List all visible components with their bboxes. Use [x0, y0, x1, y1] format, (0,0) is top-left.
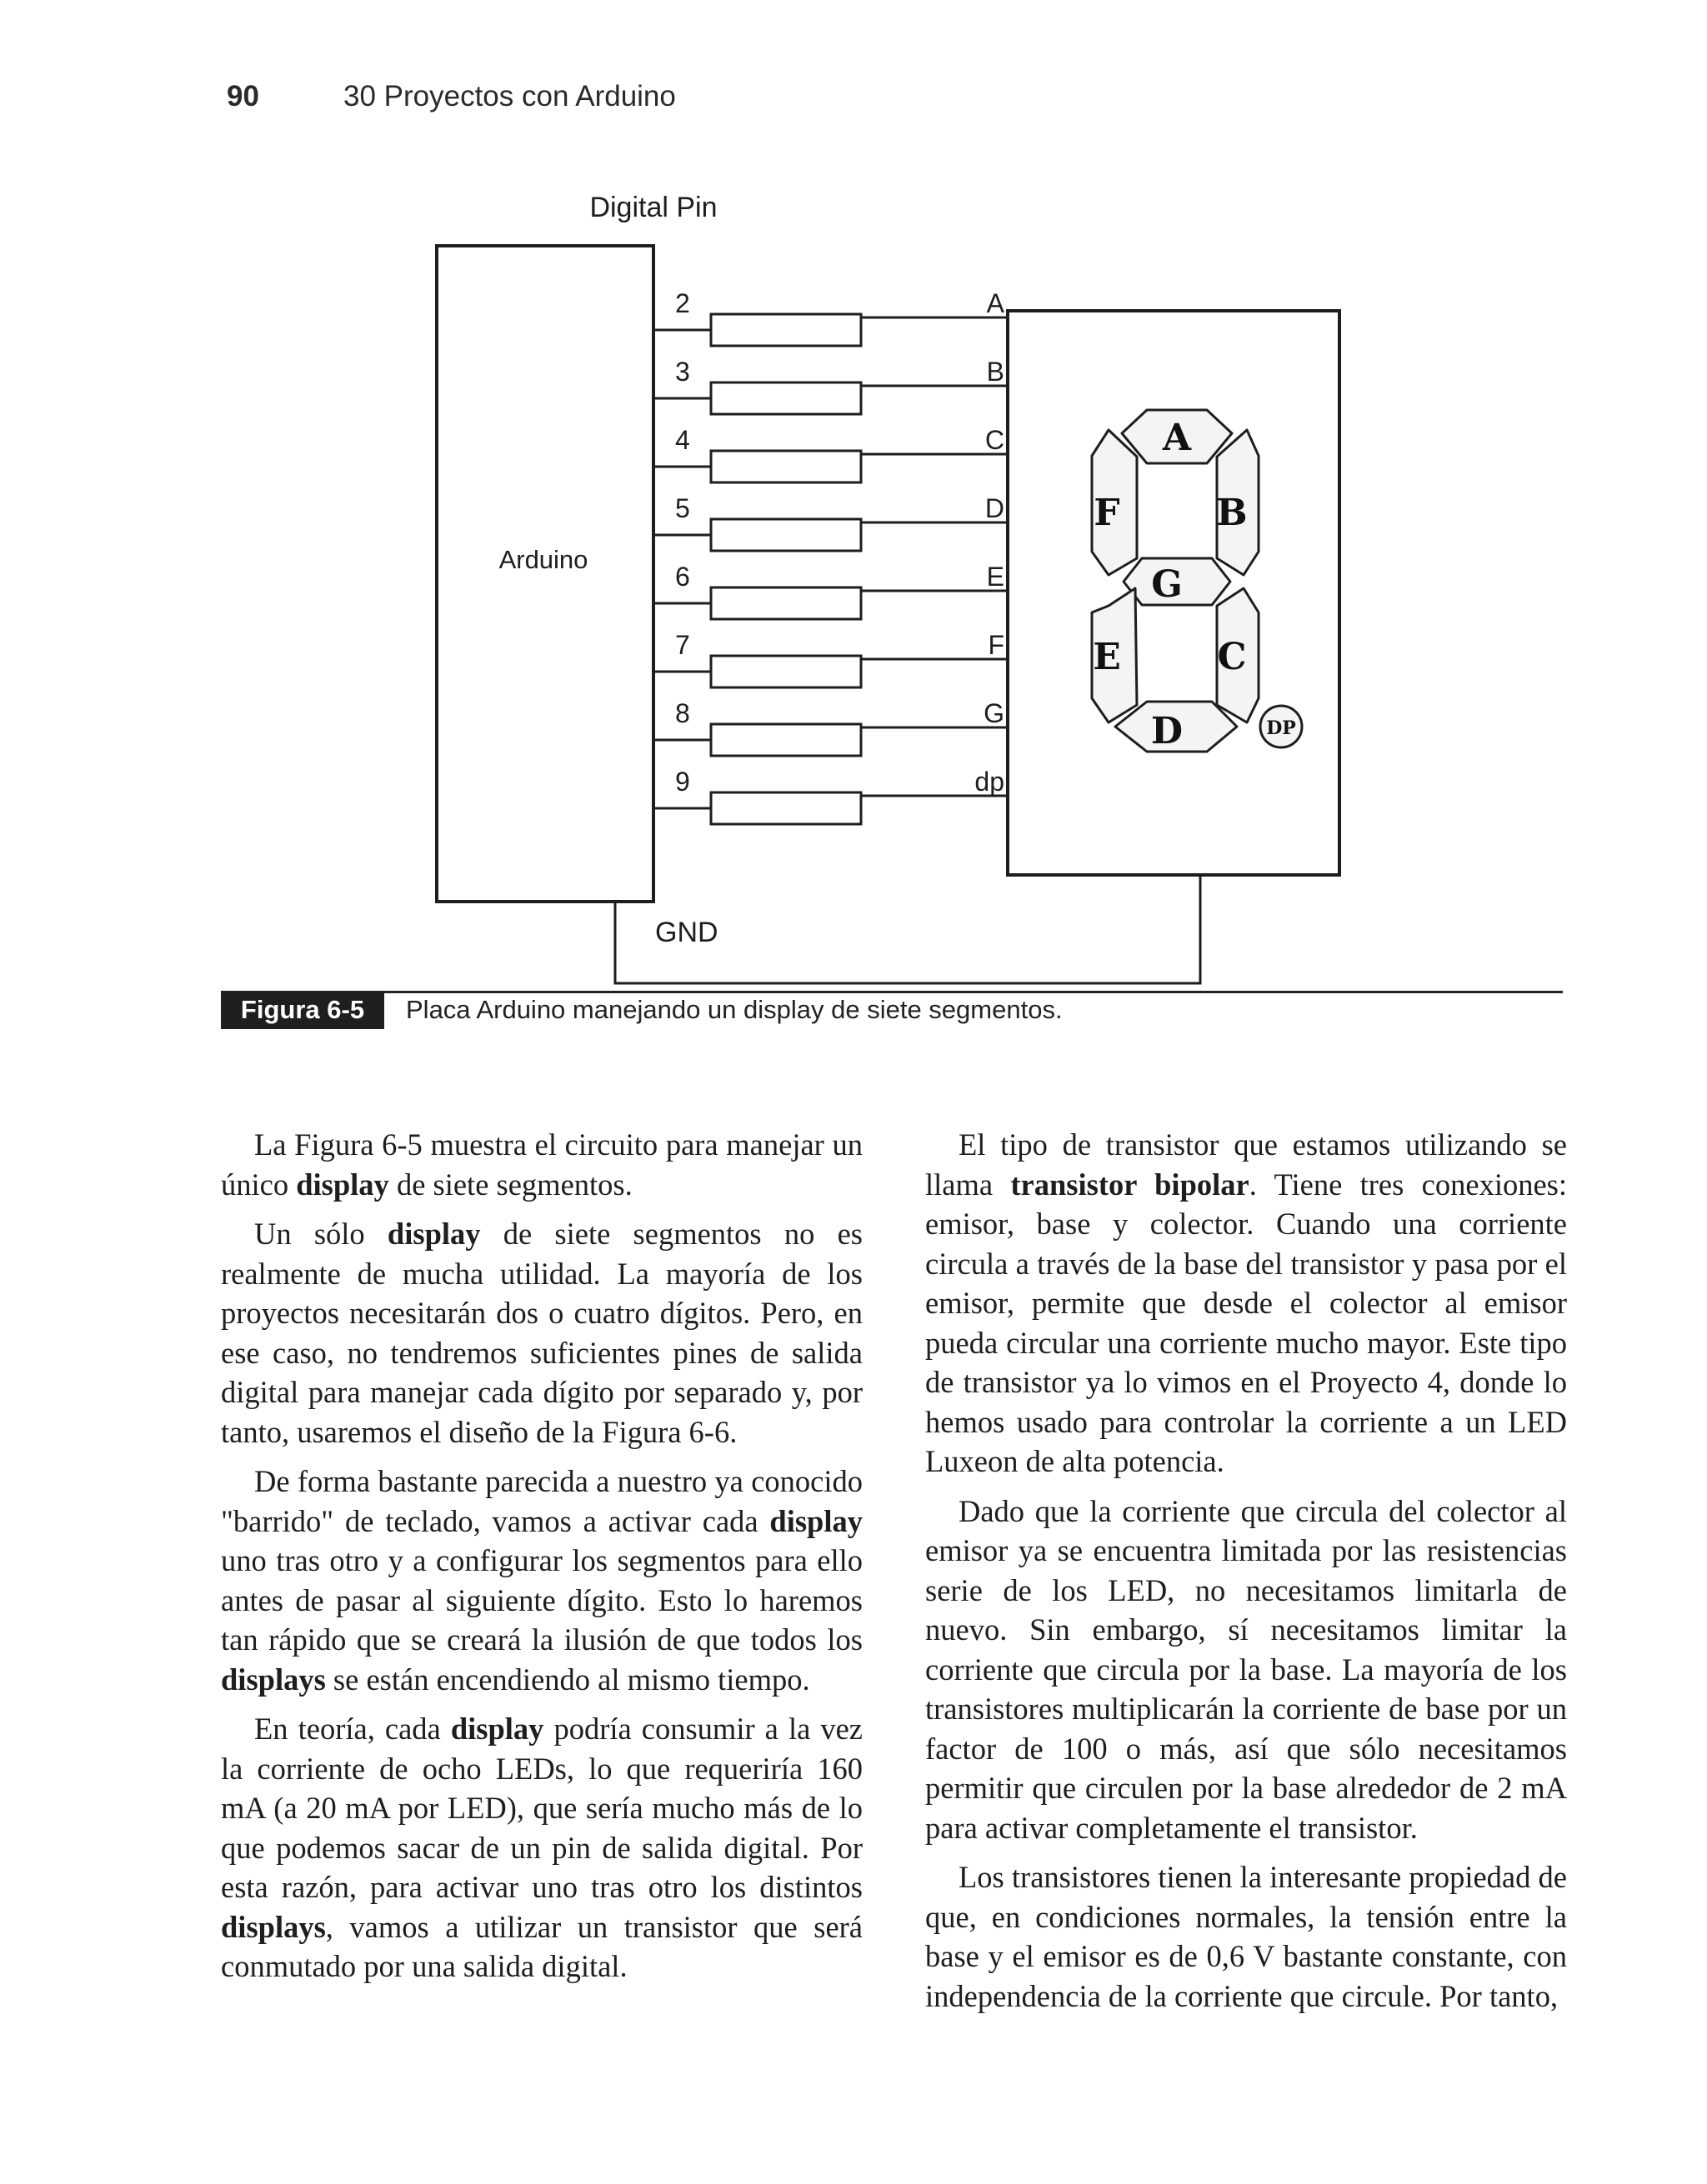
bold-term: displays [221, 1662, 326, 1697]
paragraph: De forma bastante parecida a nuestro ya conocido "barrido" de teclado, vamos a activar cada display uno tras otro y a configurar los segmentos para ello antes de pasar al siguiente dígito. Esto lo haremos tan rápido que se creará la ilusión de que todos los displays se están encendiendo al mismo tiempo. [221, 1464, 863, 1697]
left-column [221, 1125, 863, 1997]
bold-term: display [450, 1712, 544, 1746]
bold-term: transistor bipolar [1010, 1167, 1249, 1202]
segment-input-label: dp [974, 767, 1004, 797]
right-column [925, 1125, 1567, 2026]
bold-term: display [387, 1217, 481, 1251]
segment-d-label: D [1150, 710, 1184, 752]
figure-caption-text: Placa Arduino manejando un display de siete segmentos. [406, 995, 1063, 1024]
pin-label: 8 [675, 698, 690, 728]
bold-term: display [296, 1167, 389, 1202]
segment-g-label: G [1151, 563, 1183, 606]
figure-caption [221, 991, 1563, 1037]
segment-b-label: B [1216, 492, 1248, 534]
resistor [711, 314, 861, 346]
resistor [711, 656, 861, 687]
segment-a-label: A [1162, 417, 1192, 459]
segment-input-label: C [984, 425, 1004, 455]
pin-label: 9 [675, 767, 690, 797]
paragraph: La Figura 6-5 muestra el circuito para manejar un único display de siete segmentos. [221, 1127, 863, 1202]
segment-f-label: F [1094, 492, 1120, 534]
resistor [711, 792, 861, 824]
arduino-label: Arduino [498, 545, 588, 574]
segment-input-label: E [986, 562, 1004, 592]
book-title: 30 Proyectos con Arduino [343, 80, 676, 112]
segment-dp-label: DP [1266, 717, 1296, 739]
paragraph: El tipo de transistor que estamos utilizando se llama transistor bipolar. Tiene tres conexiones: emisor, base y colector. Cuando una corriente circula a través de la base del transistor y pasa por el emisor, permite que desde el colector al emisor pueda circular una corriente mucho mayor. Este tipo de transistor ya lo vimos en el Proyecto 4, donde lo hemos usado para controlar la corriente a un LED Luxeon de alta potencia. [925, 1127, 1568, 1478]
pin-label: 3 [675, 357, 690, 387]
pin-label: 2 [675, 288, 690, 318]
circuit-diagram [0, 0, 1707, 1033]
resistor [711, 587, 861, 619]
segment-c-label: C [1217, 636, 1247, 678]
diagram-title: Digital Pin [589, 192, 718, 223]
resistor [711, 519, 861, 551]
page-number: 90 [227, 80, 259, 112]
bold-term: displays [221, 1909, 326, 1944]
paragraph: Un sólo display de siete segmentos no es realmente de mucha utilidad. La mayoría de los proyectos necesitarán dos o cuatro dígitos. Pero, en ese caso, no tendremos suficientes pines de salida digital para manejar cada dígito por separado y, por tanto, usaremos el diseño de la Figura 6-6. [221, 1217, 863, 1449]
resistor [711, 724, 861, 756]
figure-label: Figura 6-5 [221, 991, 384, 1029]
paragraph: En teoría, cada display podría consumir a la vez la corriente de ocho LEDs, lo que requeriría 160 mA (a 20 mA por LED), que sería mucho más de lo que podemos sacar de un pin de salida digital. Por esta razón, para activar uno tras otro los distintos displays, vamos a utilizar un transistor que será conmutado por una salida digital. [221, 1712, 864, 1983]
pin-label: 4 [675, 425, 690, 455]
segment-input-label: G [984, 698, 1004, 728]
paragraph: Los transistores tienen la interesante propiedad de que, en condiciones normales, la tensión entre la base y el emisor es de 0,6 V bastante constante, con independencia de la corriente que circule. Por tanto, [925, 1860, 1567, 2013]
segment-input-label: F [988, 630, 1004, 660]
paragraph: Dado que la corriente que circula del colector al emisor ya se encuentra limitada por las resistencias serie de los LED, no necesitamos limitarla de nuevo. Sin embargo, sí necesitamos limitar la corriente que circula por la base. La mayoría de los transistores multiplicarán la corriente de base por un factor de 100 o más, así que sólo necesitamos permitir que circulen por la base alrededor de 2 mA para activar completamente el transistor. [925, 1493, 1567, 1845]
segment-input-label: D [984, 493, 1004, 523]
pin-label: 6 [675, 562, 690, 592]
gnd-label: GND [655, 917, 718, 948]
segment-input-label: A [986, 288, 1004, 318]
pin-wires [653, 288, 1008, 824]
resistor [711, 451, 861, 482]
resistor [711, 382, 861, 414]
segment-input-label: B [986, 357, 1004, 387]
segment-e-label: E [1093, 636, 1121, 678]
pin-label: 5 [675, 493, 690, 523]
pin-label: 7 [675, 630, 690, 660]
bold-term: display [769, 1503, 863, 1538]
